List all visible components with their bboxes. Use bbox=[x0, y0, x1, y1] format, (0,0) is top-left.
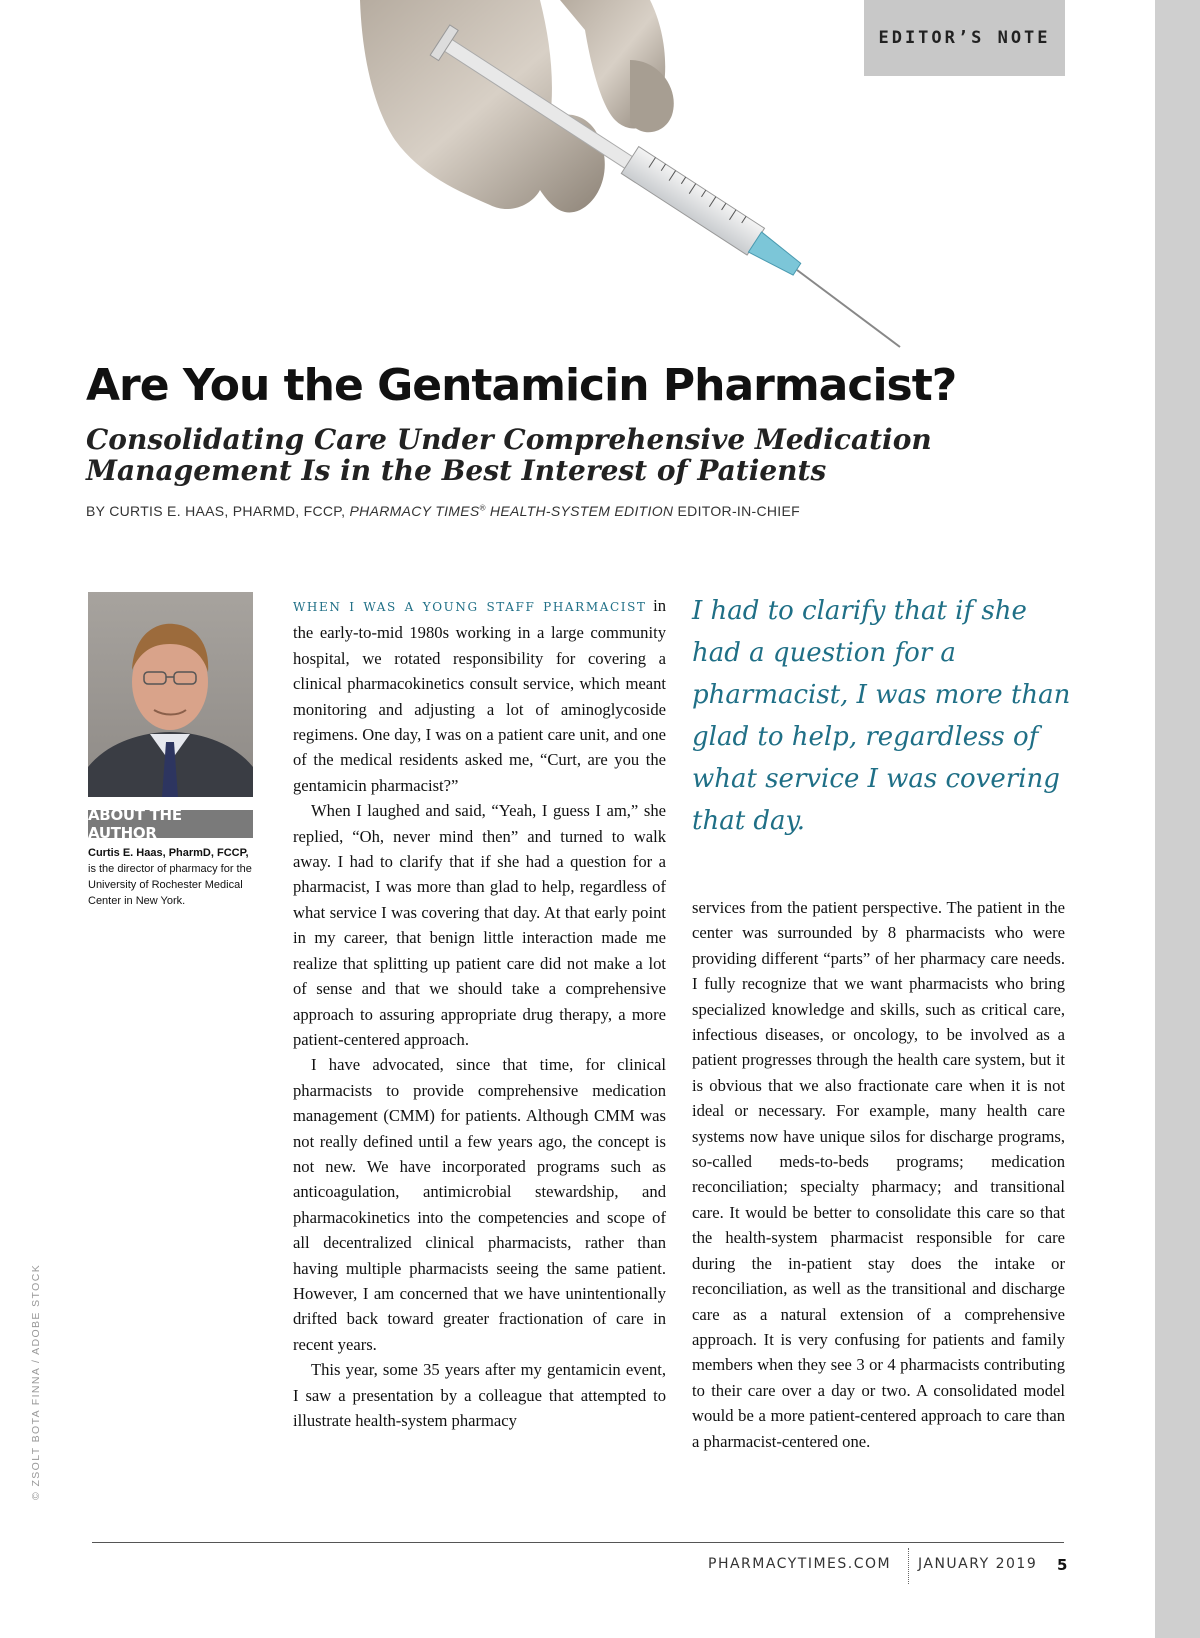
byline-prefix: BY CURTIS E. HAAS, PHARMD, FCCP, bbox=[86, 503, 346, 519]
author-description: is the director of pharmacy for the University of Rochester Medical Center in New York. bbox=[88, 863, 252, 907]
footer-rule bbox=[92, 1542, 1064, 1543]
footer-separator bbox=[908, 1548, 909, 1584]
paragraph-5: services from the patient perspective. The patient in the center was surrounded by 8 pharmacists who were providing different “parts” of her pharmacy care needs. I fully recognize that we want pharmacists who bring specialized knowledge and skills, such as critical care, infectious diseases, or oncology, to be involved as a patient progresses through the health care system, but it is obvious that we also fractionate care when it is not ideal or necessary. For example, many health care systems now have unique silos for discharge programs, so-called meds-to-beds programs; medication reconciliation; specialty pharmacy; and transitional care. It would be better to consolidate this care so that the health-system pharmacist responsible for care during the in-patient stay does the intake or reconciliation, as well as the transitional and discharge care as a natural extension of a comprehensive approach. It is very confusing for patients and family members when they see 3 or 4 pharmacists contributing to their care over a day or two. A consolidated model would be a more patient-centered approach to care than a pharmacist-centered one. bbox=[692, 898, 1065, 1451]
paragraph-4: This year, some 35 years after my gentamicin event, I saw a presentation by a colleague that attempted to illustrate health-system pharmacy bbox=[293, 1360, 666, 1430]
headline: Are You the Gentamicin Pharmacist? bbox=[86, 360, 957, 411]
byline-publication: PHARMACY TIMES® HEALTH-SYSTEM EDITION bbox=[349, 503, 674, 519]
page-number: 5 bbox=[1057, 1556, 1068, 1574]
deck bbox=[86, 424, 1086, 486]
footer-date: JANUARY 2019 bbox=[918, 1556, 1038, 1572]
article-column-1 bbox=[293, 593, 666, 1433]
author-name: Curtis E. Haas, PharmD, FCCP, bbox=[88, 847, 249, 859]
article-column-2 bbox=[692, 895, 1065, 1454]
footer-site: PHARMACYTIMES.COM bbox=[708, 1556, 892, 1572]
page-margin-strip bbox=[1155, 0, 1200, 1638]
byline-edition: HEALTH-SYSTEM EDITION bbox=[489, 503, 674, 519]
author-bio bbox=[88, 845, 253, 909]
section-tag: EDITOR’S NOTE bbox=[864, 0, 1065, 76]
lead-in: WHEN I WAS A YOUNG STAFF PHARMACIST bbox=[293, 600, 647, 614]
pull-quote: I had to clarify that if she had a question for a pharmacist, I was more than glad to help, regardless of what service I was covering that day. bbox=[692, 596, 1071, 836]
registered-mark: ® bbox=[479, 503, 486, 513]
paragraph-3: I have advocated, since that time, for clinical pharmacists to provide comprehensive medication management (CMM) for patients. Although CMM was not really defined until a few years ago, the concept is not new. We have incorporated programs such as anticoagulation, antimicrobial stewardship, and pharmacokinetics into the competencies and scope of all decentralized clinical pharmacists, rather than having multiple pharmacists seeing the same patient. However, I am concerned that we have unintentionally drifted back toward greater fractionation of care in recent years. bbox=[293, 1055, 666, 1354]
about-the-author-badge: ABOUT THE AUTHOR bbox=[88, 810, 253, 838]
hero-syringe-photo bbox=[300, 0, 920, 365]
photo-credit: © ZSOLT BOTA FINNA / ADOBE STOCK bbox=[30, 1263, 42, 1500]
byline bbox=[86, 503, 800, 519]
author-photo bbox=[88, 592, 253, 797]
deck-line-2: Management Is in the Best Interest of Patients bbox=[86, 454, 827, 487]
paragraph-1: WHEN I WAS A YOUNG STAFF PHARMACIST in the early-to-mid 1980s working in a large community hospital, we rotated responsibility for covering a clinical pharmacokinetics consult service, which meant monitoring and adjusting a lot of aminoglycoside regimens. One day, I was on a patient care unit, and one of the medical residents asked me, “Curt, are you the gentamicin pharmacist?” bbox=[293, 596, 666, 795]
paragraph-2: When I laughed and said, “Yeah, I guess I am,” she replied, “Oh, never mind then” and turned to walk away. I had to clarify that if she had a question for a pharmacist, I was more than glad to help, regardless of what service I was covering that day. At that early point in my career, that benign little interaction made me realize that splitting up patient care did not make a lot of sense and that we should take a comprehensive approach to assuring appropriate drug therapy, a more patient-centered approach. bbox=[293, 801, 666, 1049]
byline-suffix: EDITOR-IN-CHIEF bbox=[677, 503, 800, 519]
deck-line-1: Consolidating Care Under Comprehensive Medication bbox=[86, 423, 932, 456]
